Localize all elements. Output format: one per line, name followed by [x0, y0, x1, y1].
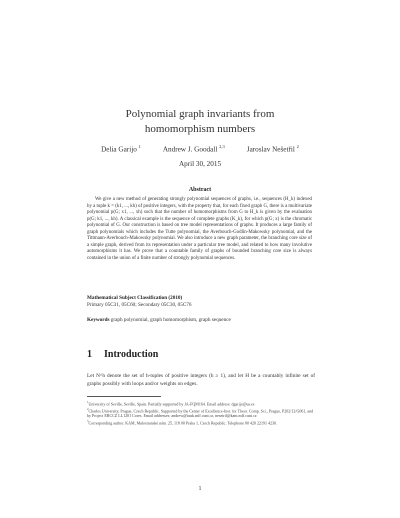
keywords-block [87, 317, 327, 323]
title-line-2: homomorphism numbers [144, 123, 256, 135]
footnote: $^2$Charles University, Prague, Czech Republic. Supported by the Center of Excellence-Inst. for Theor. Comp. Sci., Prague, P202/12/G061, and by Project ERCCZ LL1201 Cores. Email addresses: andrew@iuuk.mff.cuni.cz, nesetril@kam.mff.cuni.cz [87, 406, 314, 419]
footnote-rule [87, 396, 161, 397]
footnotes [87, 400, 315, 425]
author: Delia Garijo $^1$ [101, 144, 141, 154]
section-heading [87, 349, 158, 360]
paper-title [60, 107, 340, 137]
msc-heading: Mathematical Subject Classification (2010) [87, 295, 183, 301]
footnote: $^3$Corresponding author. KAM, Malostranské nám. 25, 118 00 Praha 1, Czech Republic. Telephone 00 420 22191 4230. [87, 418, 277, 425]
paper-date: April 30, 2015 [178, 160, 222, 168]
abstract-heading: Abstract [188, 187, 212, 193]
footnote: $^1$University of Seville, Seville, Spain. Partially supported by JA-FQM164. Email address: dgarijo@us.es [87, 400, 255, 407]
author: Jaroslav Nešetřil $^2$ [246, 144, 299, 154]
author: Andrew J. Goodall $^{2,3}$ [162, 144, 225, 154]
msc-text: Primary 05C31, 05C60; Secondary 05C30, 05C76 [87, 301, 192, 308]
keywords-heading: Keywords [87, 317, 110, 323]
abstract-text: We give a new method of generating strongly polynomial sequences of graphs, i.e., sequences (H_k) indexed by a tuple k = (k1, ..., kh) of positive integers, with the property that, for each fixed graph G, there is a multivariate polynomial p(G; x1, ..., xh) such that the number of homomorphisms from G to H_k is given by the evaluation p(G; k1, ..., kh). A classical example is the sequence of complete graphs (K_k), for which p(G; x) is the chromatic polynomial of G. Our construction is based on tree model representations of graphs. It produces a large family of graph polynomials which includes the Tutte polynomial, the Averbouch-Godlin-Makowsky polynomial, and the Tittmann-Averbouch-Makowsky polynomial. We also introduce a new graph parameter, the branching core size of a simple graph, derived from its representation under a particular tree model, and related to how many involutive automorphisms it has. We prove that a countable family of graphs of bounded branching core size is always contained in the union of a finite number of strongly polynomial sequences. [87, 197, 312, 261]
page-number: 1 [198, 486, 202, 492]
intro-paragraph: Let N^h denote the set of h-tuples of positive integers (h ≥ 1), and let H be a countably infinite set of graphs possibly with loops and/or weights on edges. [87, 373, 315, 387]
msc-block [87, 295, 327, 309]
keywords-text: graph polynomial, graph homomorphism, graph sequence [110, 317, 231, 323]
author-list [40, 144, 360, 153]
title-line-1: Polynomial graph invariants from [125, 108, 275, 120]
section-number: 1 [87, 349, 92, 360]
section-title: Introduction [104, 349, 159, 360]
